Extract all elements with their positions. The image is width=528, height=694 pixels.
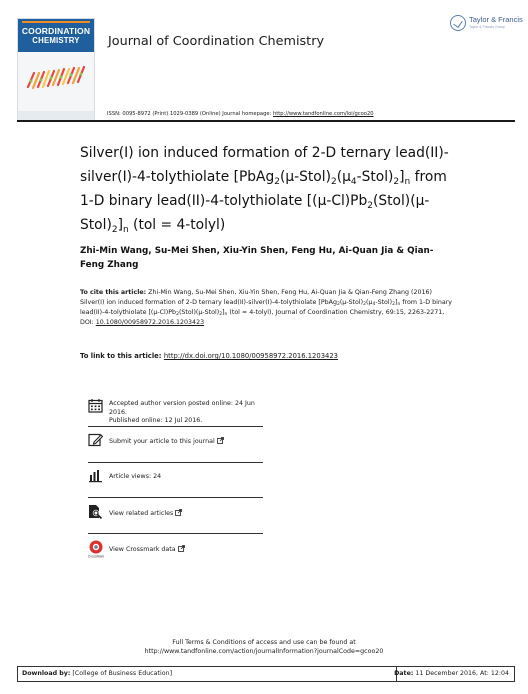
- article-title: Silver(I) ion induced formation of 2-D ternary lead(II)-silver(I)-4-tolythiolate $[PbAg_2(\mu-Stol)_2(\mu_4-Stol)_2]_n$ from 1-D binary lead(II)-4-tolythiolate $[(\mu-Cl)Pb_2(Stol)(\mu-Stol)_2]_n$ (tol = 4-tolyl): [80, 145, 449, 235]
- bar-chart-icon: [88, 468, 103, 483]
- download-date: Date: 11 December 2016, At: 12:04: [394, 670, 509, 677]
- external-link-icon: [178, 545, 185, 552]
- cover-accent-line: [22, 21, 90, 23]
- citation-block: To cite this article: Zhi-Min Wang, Su-Mei Shen, Xiu-Yin Shen, Feng Hu, Ai-Quan Jia & Qian-Feng Zhang (2016) Silver(I) ion induced formation of 2-D ternary lead(II)-silver(I)-4-tolythiolate $[PbAg_2(\mu-Stol)_2(\mu_4-Stol)_2]_n$ from 1-D binary lead(II)-4-tolythiolate $[(\mu-Cl)Pb_2(Stol)(\mu-Stol)_2]_n$ (tol = 4-tolyl), Journal of Coordination Chemistry, 69:15, 2263-2271, DOI: 10.1080/00958972.2016.1203423: [80, 289, 453, 326]
- published-date: Published online: 12 Jul 2016.: [109, 417, 203, 425]
- panel-divider: [88, 533, 263, 534]
- panel-divider: [88, 497, 263, 498]
- issn-line: [107, 111, 374, 117]
- article-authors: Zhi-Min Wang, Su-Mei Shen, Xiu-Yin Shen, Feng Hu, Ai-Quan Jia & Qian-Feng Zhang: [80, 246, 434, 270]
- citation-doi-link[interactable]: 10.1080/00958972.2016.1203423: [95, 319, 205, 326]
- terms-line1: Full Terms & Conditions of access and use can be found at: [172, 639, 356, 646]
- cover-title-line2: CHEMISTRY: [32, 36, 80, 45]
- citation-label: To cite this article:: [80, 289, 147, 296]
- external-link-icon: [175, 509, 182, 516]
- crossmark-logo: [88, 540, 104, 559]
- external-link-icon: [217, 437, 224, 444]
- terms-notice: [0, 638, 528, 656]
- publication-dates-text: [109, 400, 263, 426]
- link-label: To link to this article:: [80, 352, 164, 360]
- crossmark-row[interactable]: [88, 540, 263, 562]
- publisher-subtitle: Taylor & Francis Group: [469, 25, 505, 29]
- journal-cover-thumbnail: [17, 18, 95, 122]
- publisher-name: Taylor & Francis: [469, 15, 523, 24]
- related-articles-link[interactable]: View related articles: [109, 509, 263, 519]
- related-articles-row[interactable]: [88, 504, 263, 522]
- edit-icon: [88, 432, 103, 447]
- panel-divider: [88, 462, 263, 463]
- submit-article-row[interactable]: [88, 432, 263, 450]
- panel-divider: [88, 426, 263, 427]
- cover-title-line1: COORDINATION: [21, 26, 91, 36]
- download-info-bar: [17, 666, 515, 682]
- downloaded-by: Download by: [College of Business Education]: [22, 670, 173, 677]
- accepted-date: Accepted author version posted online: 24 Jun 2016.: [109, 400, 255, 416]
- publication-dates-row: [88, 398, 263, 426]
- calendar-icon: [88, 398, 103, 413]
- crossmark-link[interactable]: View Crossmark data: [109, 545, 263, 555]
- journal-title: Journal of Coordination Chemistry: [108, 34, 325, 49]
- journal-homepage-link[interactable]: http://www.tandfonline.com/loi/gcoo20: [272, 111, 374, 117]
- submit-article-link[interactable]: Submit your article to this journal: [109, 437, 263, 447]
- terms-url[interactable]: http://www.tandfonline.com/action/journalInformation?journalCode=gcoo20: [144, 648, 384, 655]
- issn-text: ISSN: 0095-8972 (Print) 1029-0389 (Online) Journal homepage:: [107, 111, 273, 117]
- header-divider: [17, 120, 515, 122]
- publisher-logo: [450, 14, 523, 36]
- related-articles-icon: [88, 504, 103, 519]
- article-views-text: Article views: 24: [109, 473, 162, 480]
- article-views-row: [88, 468, 263, 486]
- article-doi-link[interactable]: http://dx.doi.org/10.1080/00958972.2016.1203423: [163, 352, 339, 360]
- publisher-logo-icon: [450, 15, 466, 31]
- cover-molecule-art: [26, 63, 88, 93]
- svg-text:CrossMark: CrossMark: [88, 554, 104, 559]
- article-link-line: [80, 352, 452, 360]
